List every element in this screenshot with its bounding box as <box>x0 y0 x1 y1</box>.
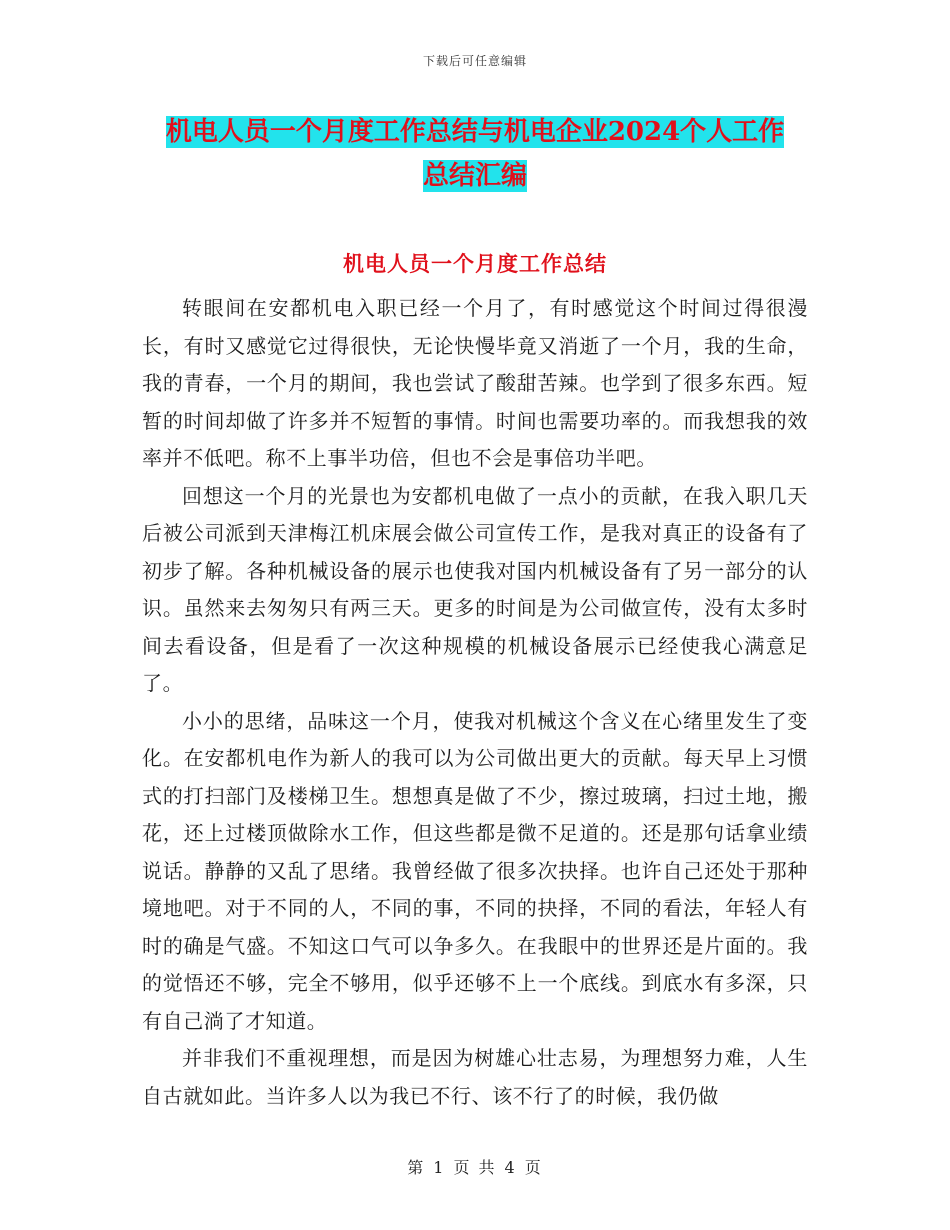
section-title: 机电人员一个月度工作总结 <box>343 251 607 276</box>
paragraph: 小小的思绪，品味这一个月，使我对机械这个含义在心绪里发生了变化。在安都机电作为新人的我可以为公司做出更大的贡献。每天早上习惯式的打扫部门及楼梯卫生。想想真是做了不少，擦过玻璃，扫过土地，搬花，还上过楼顶做除水工作，但这些都是微不足道的。还是那句话拿业绩说话。静静的又乱了思绪。我曾经做了很多次抉择。也许自己还处于那种境地吧。对于不同的人，不同的事，不同的抉择，不同的看法，年轻人有时的确是气盛。不知这口气可以争多久。在我眼中的世界还是片面的。我的觉悟还不够，完全不够用，似乎还够不上一个底线。到底水有多深，只有自己淌了才知道。 <box>142 708 808 1033</box>
header-note: 下载后可任意编辑 <box>422 54 527 68</box>
page-footer <box>0 1155 950 1178</box>
paragraph: 转眼间在安都机电入职已经一个月了，有时感觉这个时间过得很漫长，有时又感觉它过得很快，无论快慢毕竟又消逝了一个月，我的生命，我的青春，一个月的期间，我也尝试了酸甜苦辣。也学到了很多东西。短暂的时间却做了许多并不短暂的事情。时间也需要功率的。而我想我的效率并不低吧。称不上事半功倍，但也不会是事倍功半吧。 <box>142 296 808 470</box>
document-body <box>142 290 808 1115</box>
document-title-line-2: 总结汇编 <box>422 161 527 191</box>
paragraph: 回想这一个月的光景也为安都机电做了一点小的贡献，在我入职几天后被公司派到天津梅江机床展会做公司宣传工作，是我对真正的设备有了初步了解。各种机械设备的展示也使我对国内机械设备有了另一部分的认识。虽然来去匆匆只有两三天。更多的时间是为公司做宣传，没有太多时间去看设备，但是看了一次这种规模的机械设备展示已经使我心满意足了。 <box>142 483 808 695</box>
document-title <box>140 110 810 198</box>
footer-page-prefix: 第 <box>407 1158 426 1177</box>
footer-page-total: 4 <box>504 1158 517 1177</box>
footer-page-mid: 页 共 <box>453 1158 497 1177</box>
footer-page-number: 1 <box>433 1158 446 1177</box>
paragraph: 并非我们不重视理想，而是因为树雄心壮志易，为理想努力难，人生自古就如此。当许多人以为我已不行、该不行了的时候，我仍做 <box>142 1046 808 1108</box>
document-title-line-1: 机电人员一个月度工作总结与机电企业2024个人工作 <box>165 117 785 147</box>
footer-page-suffix: 页 <box>524 1158 543 1177</box>
